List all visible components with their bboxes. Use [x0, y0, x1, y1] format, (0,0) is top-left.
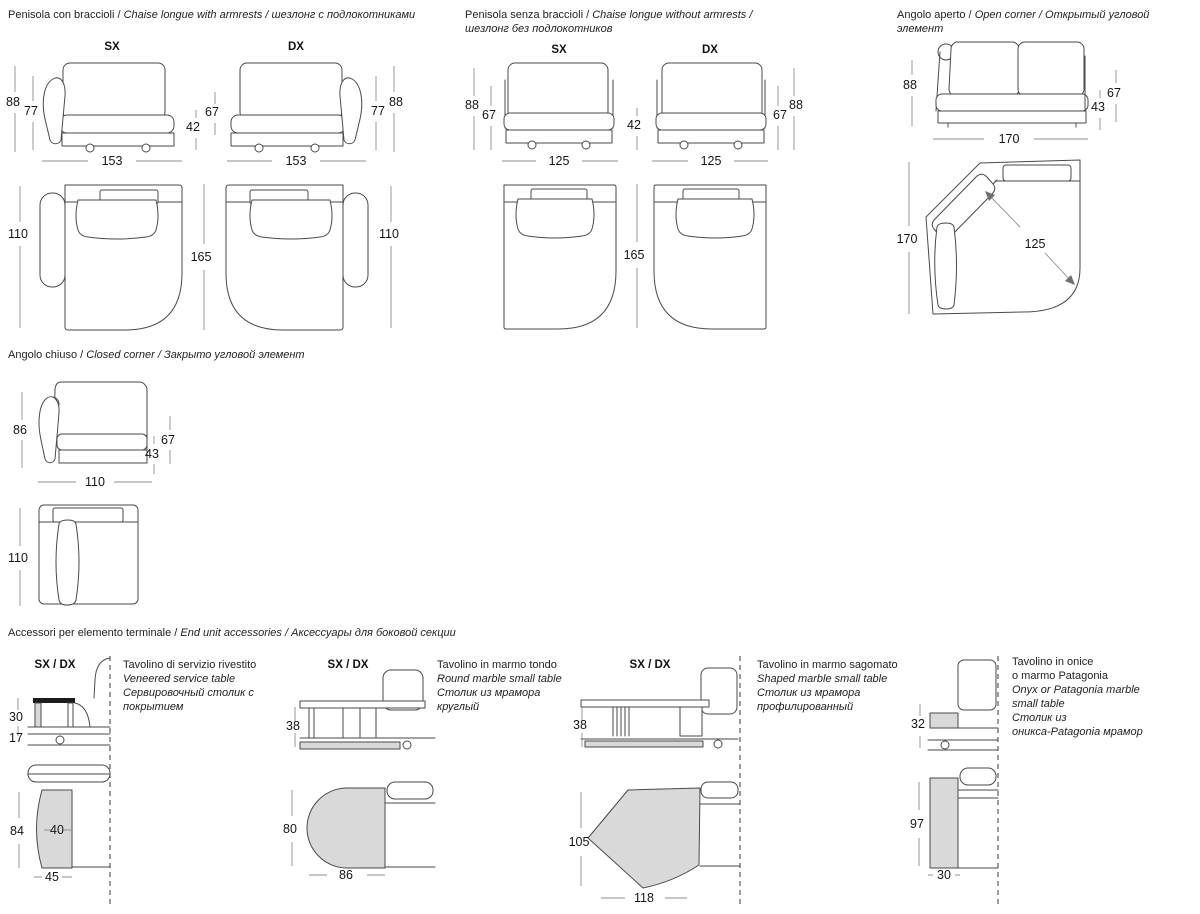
accessory-name-ru: Столик из мрамора — [757, 687, 861, 699]
title-en: Chaise longue with armrests / — [123, 9, 269, 21]
dim-table-h: 38 — [286, 719, 300, 733]
title-ru: Аксессуары для боковой секции — [291, 627, 456, 639]
dim-width: 118 — [634, 891, 654, 905]
accessory-name-it: o marmo Patagonia — [1012, 670, 1108, 682]
dim-back-h: 86 — [13, 423, 27, 437]
open-corner-plan — [926, 160, 1080, 314]
dx-label: DX — [288, 41, 304, 53]
open-corner-drawing — [888, 28, 1200, 328]
dim-back-h: 88 — [903, 78, 917, 92]
open-corner-front — [936, 42, 1088, 127]
accessory4-text — [1012, 655, 1197, 739]
title-ru: Закрыто угловой элемент — [163, 349, 305, 361]
dim-width: 86 — [339, 868, 353, 882]
accessory3-drawing — [568, 648, 753, 914]
chaise-sx-front — [43, 63, 174, 152]
accessory-name-it: Tavolino in onice — [1012, 656, 1094, 668]
accessory-name-ru: Сервировочный столик с — [123, 687, 254, 699]
dim-width-dx: 125 — [700, 154, 722, 168]
chaise-noarm-sx-plan — [504, 185, 616, 329]
dim-base-h: 42 — [186, 120, 200, 134]
section-title-chaise-armrest — [8, 8, 458, 22]
title-ru: Открытый угловой элемент — [897, 9, 1150, 35]
dim-seat-h-right: 67 — [773, 108, 787, 122]
accessory-name-ru: покрытием — [123, 701, 184, 713]
dim-width-sx: 125 — [548, 154, 570, 168]
chaise-dx-plan — [226, 185, 368, 330]
chaise-noarm-drawing — [460, 28, 810, 350]
dim-depth: 84 — [10, 824, 24, 838]
dim-width-dx: 153 — [285, 154, 307, 168]
accessory1-text — [123, 658, 293, 714]
dim-depth-center: 165 — [190, 250, 212, 264]
dim-seat-h: 43 — [145, 447, 159, 461]
dim-depth-right: 110 — [379, 227, 399, 241]
chaise-dx-front — [231, 63, 362, 152]
sxdx-label: SX / DX — [34, 659, 76, 671]
title-en: Open corner / — [974, 9, 1042, 21]
accessory-name-it: Tavolino di servizio rivestito — [123, 659, 257, 671]
sxdx-label: SX / DX — [327, 659, 369, 671]
closed-corner-plan — [39, 505, 138, 605]
dim-width: 30 — [937, 868, 951, 882]
dim-seat-back-h: 67 — [161, 433, 175, 447]
sx-label: SX — [104, 41, 120, 53]
dim-arm-h-right: 77 — [371, 104, 385, 118]
accessory-name-en: Onyx or Patagonia marble — [1012, 684, 1140, 696]
dim-table-h: 38 — [573, 718, 587, 732]
dim-depth: 110 — [8, 551, 28, 565]
title-en: End unit accessories / — [180, 627, 289, 639]
dim-back-h-right: 88 — [389, 95, 403, 109]
accessory-name-it: Tavolino in marmo tondo — [437, 659, 557, 671]
dim-seat-back-h: 67 — [205, 105, 219, 119]
accessory-name-ru: Столик из — [1012, 712, 1067, 724]
dim-depth: 97 — [910, 817, 924, 831]
dim-base-h: 42 — [627, 118, 641, 132]
dim-arm-h-left: 77 — [24, 104, 38, 118]
dim-back-h-left: 88 — [6, 95, 20, 109]
dim-table-h: 30 — [9, 710, 23, 724]
sxdx-label: SX / DX — [629, 659, 671, 671]
dim-width: 110 — [85, 475, 105, 489]
dim-seat-h-left: 67 — [482, 108, 496, 122]
title-en: Closed corner / — [86, 349, 161, 361]
chaise-noarm-dx-front — [656, 63, 766, 149]
title-it: Penisola senza braccioli / — [465, 9, 590, 21]
dim-width-sx: 153 — [101, 154, 123, 168]
closed-corner-drawing — [0, 368, 270, 620]
dim-back-h-left: 88 — [465, 98, 479, 112]
accessory-name-en: Shaped marble small table — [757, 673, 888, 685]
dim-depth: 105 — [568, 835, 590, 849]
section-title-closed-corner — [8, 348, 428, 362]
dim-depth: 80 — [283, 822, 297, 836]
sx-label: SX — [551, 44, 567, 56]
title-it: Penisola con braccioli / — [8, 9, 121, 21]
dx-label: DX — [702, 44, 718, 56]
dim-back-h-right: 88 — [789, 98, 803, 112]
accessory1-drawing — [8, 648, 126, 910]
title-ru: шезлонг с подлокотниками — [271, 9, 416, 21]
dim-table-h: 32 — [911, 717, 925, 731]
title-ru: шезлонг без подлокотников — [465, 23, 613, 35]
accessory-name-en: Veneered service table — [123, 673, 236, 685]
closed-corner-front — [39, 382, 147, 463]
dim-width: 45 — [45, 870, 59, 884]
accessory-name-ru: круглый — [437, 701, 480, 713]
accessory2-drawing — [285, 648, 440, 910]
dim-depth: 170 — [896, 232, 918, 246]
accessory-name-ru: Столик из мрамора — [437, 687, 541, 699]
dim-depth-center: 165 — [623, 248, 645, 262]
dim-base-h: 17 — [9, 731, 23, 745]
dim-depth-left: 110 — [8, 227, 28, 241]
dim-seat-back-h: 67 — [1107, 86, 1121, 100]
section-title-accessories — [8, 626, 708, 640]
dim-width: 170 — [998, 132, 1020, 146]
accessory-name-en: Round marble small table — [437, 673, 562, 685]
title-en: Chaise longue without armrests / — [592, 9, 753, 21]
chaise-sx-plan — [40, 185, 182, 330]
accessory-name-it: Tavolino in marmo sagomato — [757, 659, 898, 671]
dim-diagonal: 125 — [1024, 237, 1046, 251]
dim-inner-w: 40 — [50, 823, 64, 837]
dim-seat-h: 43 — [1091, 100, 1105, 114]
chaise-noarm-sx-front — [504, 63, 614, 149]
title-it: Angolo aperto / — [897, 9, 972, 21]
accessory-name-en: small table — [1012, 698, 1065, 710]
accessory-name-ru: профилированный — [757, 701, 854, 713]
title-it: Accessori per elemento terminale / — [8, 627, 178, 639]
accessory-name-ru: оникса-Patagonia мрамор — [1012, 726, 1143, 738]
chaise-armrest-drawing — [0, 28, 440, 350]
title-it: Angolo chiuso / — [8, 349, 84, 361]
chaise-noarm-dx-plan — [654, 185, 766, 329]
